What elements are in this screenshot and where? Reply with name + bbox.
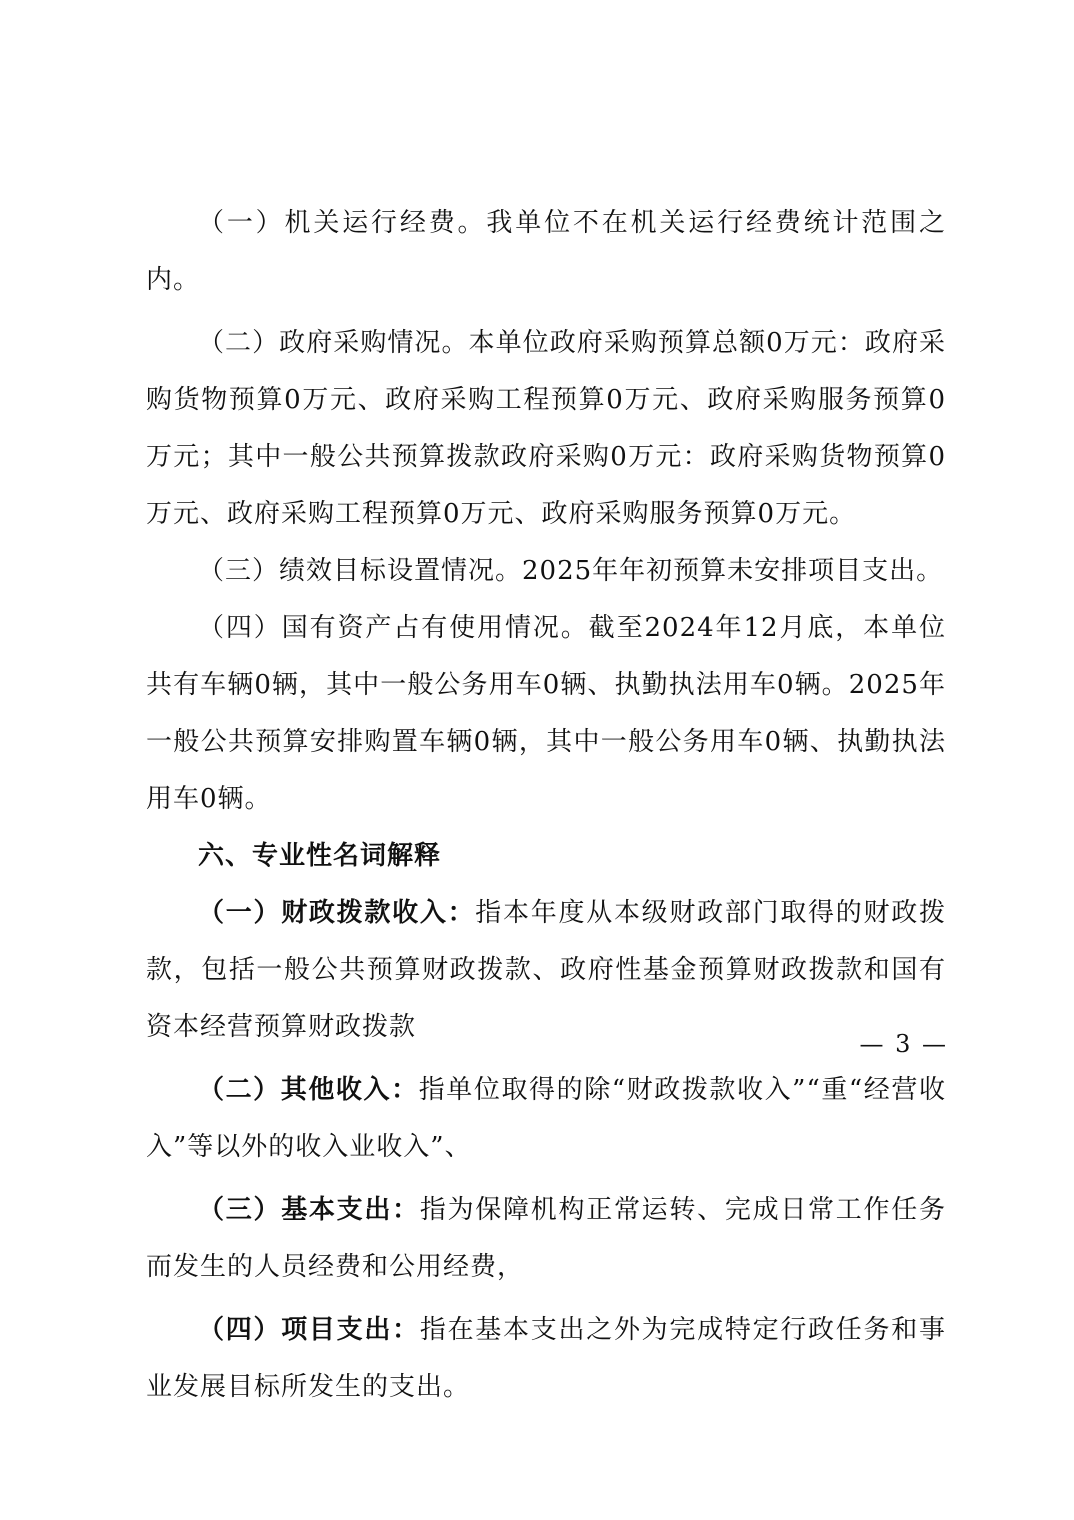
paragraph-state-assets bbox=[146, 600, 946, 828]
definition-basic-expenditure bbox=[146, 1182, 946, 1296]
paragraph-text: 我单位不在机关运行经费统计范围之内。 bbox=[146, 208, 946, 295]
section-heading-terminology: 六、专业性名词解释 bbox=[198, 841, 442, 871]
paragraph-lead: （一）机关运行经费。 bbox=[198, 208, 487, 238]
paragraph-text: 截至2024年12月底，本单位共有车辆0辆，其中一般公务用车0辆、执勤执法用车0辆。2025年一般公共预算安排购置车辆0辆，其中一般公务用车0辆、执勤执法用车0辆。 bbox=[146, 613, 946, 814]
paragraph-performance-targets bbox=[146, 543, 946, 600]
paragraph-text: 2025年年初预算未安排项目支出。 bbox=[522, 556, 944, 586]
page-number: — 3 — bbox=[859, 1030, 948, 1058]
definition-project-expenditure bbox=[146, 1302, 946, 1416]
definition-text: 指本年度从本级财政部门取得的财政拨款，包括一般公共预算财政拨款、政府性基金预算财政拨款和国有资本经营预算财政拨款 bbox=[146, 898, 946, 1042]
definition-term: （四）项目支出： bbox=[198, 1315, 420, 1345]
definition-text: 指单位取得的除“财政拨款收入”“重“经营收入”等以外的收入业收入”、 bbox=[146, 1075, 946, 1162]
paragraph-lead: （三）绩效目标设置情况。 bbox=[198, 556, 523, 586]
paragraph-lead: （二）政府采购情况。 bbox=[198, 328, 469, 358]
paragraph-lead: （四）国有资产占有使用情况。 bbox=[198, 613, 589, 643]
document-body bbox=[146, 195, 946, 1416]
paragraph-government-procurement bbox=[146, 315, 946, 543]
definition-other-income bbox=[146, 1062, 946, 1176]
definition-term: （二）其他收入： bbox=[198, 1075, 419, 1105]
definition-term: （三）基本支出： bbox=[198, 1195, 420, 1225]
definition-term: （一）财政拨款收入： bbox=[198, 898, 476, 928]
definition-text: 指在基本支出之外为完成特定行政任务和事业发展目标所发生的支出。 bbox=[146, 1315, 946, 1402]
definition-fiscal-appropriation-income bbox=[146, 885, 946, 1056]
paragraph-text: 本单位政府采购预算总额0万元：政府采购货物预算0万元、政府采购工程预算0万元、政府采购服务预算0万元；其中一般公共预算拨款政府采购0万元：政府采购货物预算0万元、政府采购工程预算0万元、政府采购服务预算0万元。 bbox=[146, 328, 946, 529]
paragraph-operating-expenses bbox=[146, 195, 946, 309]
definition-text: 指为保障机构正常运转、完成日常工作任务而发生的人员经费和公用经费， bbox=[146, 1195, 946, 1282]
